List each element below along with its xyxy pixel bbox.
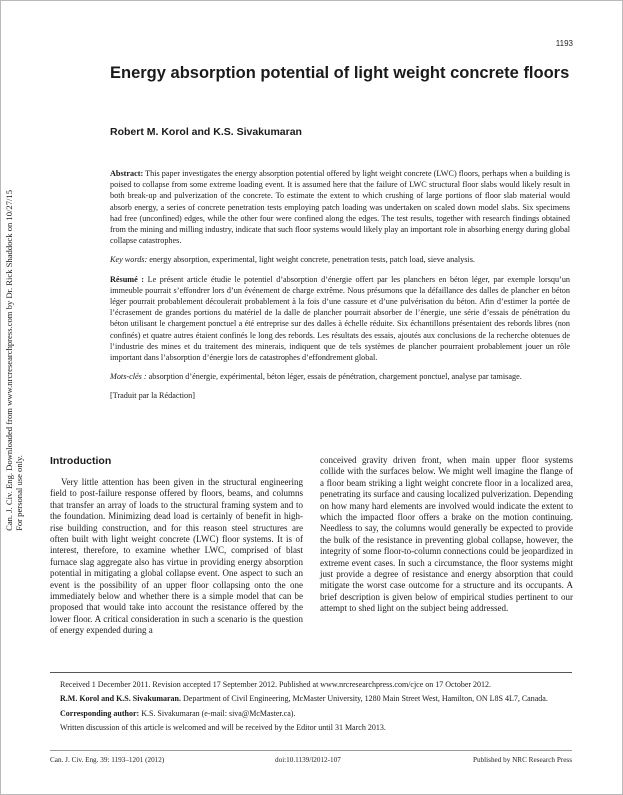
translation-note: [Traduit par la Rédaction] [110, 391, 195, 401]
motscles-text: absorption d’énergie, expérimental, béton léger, essais de pénétration, chargement ponctuel, analyse par tamisage. [148, 372, 522, 382]
journal-citation: Can. J. Civ. Eng. 39: 1193–1201 (2012) [50, 756, 165, 764]
received-note: Received 1 December 2011. Revision accepted 17 September 2012. Published at www.nrcresearchpress.com/cjce on 17 October 2012. [60, 680, 492, 689]
corresponding-author-label: Corresponding author: [60, 708, 140, 718]
article-authors: Robert M. Korol and K.S. Sivakumaran [110, 126, 302, 138]
motscles-paragraph [110, 371, 570, 382]
intro-left-column: Very little attention has been given in the structural engineering field to post-failure response offered by floors, beams, and columns that transfer an array of loads to the structural framing system and to the foundation. Minimizing dead load is certainly of benefit in high-rise building construction, and for this reason steel structures are often built with light weight concrete (LWC) floor systems. It is of interest, therefore, to examine whether LWC, comprised of blast furnace slag aggregate also has virtue in providing energy absorption potential in mitigating a global collapse event. One aspect to such an event is the possibility of an upper floor collapsing onto the one immediately below and whether there is a simple model that can be proposed that would take into account the resistance offered by the lower floor. A critical consideration in such a scenario is the question of energy expended during a [50, 477, 303, 636]
article-title: Energy absorption potential of light weight concrete floors [110, 64, 570, 82]
abstract-label: Abstract: [110, 169, 144, 178]
introduction-heading: Introduction [50, 455, 112, 467]
resume-paragraph [110, 274, 570, 364]
keywords-label: Key words: [110, 255, 148, 265]
abstract-text: This paper investigates the energy absorption potential offered by light weight concrete (LWC) floors, perhaps when a building is poised to collapse from some extreme loading event. It is assumed here that the failure of LWC structural floor slabs would likely result in both break-up and pulverization of the concrete. To estimate the extent to which crushing of large portions of floor slab material would absorb energy, a series of concrete penetration tests employing patch loading was undertaken on scaled down model slabs. Six specimens had free (unconfined) edges, while the other four were confined along the edges. The test results, together with research findings obtained from the mining and milling industry, indicate that such floor systems would likely play an important role in absorbing energy during global collapse catastrophes. [110, 169, 570, 246]
intro-right-column: conceived gravity driven front, when main upper floor systems collide with the surfaces below. We might well imagine the flange of a floor beam striking a light weight concrete floor in a localized area, penetrating its surface and causing localized pulverization. Depending on how many hard elements are involved would indicate the extent to which the impacted floor offers a brake on the motion continuing. Needless to say, the columns would generally be expected to provide the bulk of the resistance in preventing global collapse, however, the integrity of some floor-to-column connections could be jeopardized in extreme event cases. In such a circumstance, the floor systems might just provide a degree of resistance and energy absorption that could mitigate the worst case outcome for a structure and its occupants. A brief description is given below of empirical studies pertinent to our attempt to shed light on the subject being addressed. [320, 455, 573, 614]
footer-divider [50, 750, 572, 751]
corresponding-author-text: K.S. Sivakumaran (e-mail: siva@McMaster.ca). [141, 708, 296, 718]
corresponding-author-note [60, 709, 570, 719]
keywords-paragraph [110, 254, 570, 265]
resume-label: Résumé : [110, 274, 145, 284]
affiliation-names: R.M. Korol and K.S. Sivakumaran. [60, 694, 181, 704]
personal-use-note: For personal use only. [14, 455, 24, 531]
discussion-note: Written discussion of this article is welcomed and will be received by the Editor until 31 March 2013. [60, 723, 386, 733]
affiliation-text: Department of Civil Engineering, McMaster University, 1280 Main Street West, Hamilton, ON L8S 4L7, Canada. [182, 694, 548, 704]
download-watermark [4, 190, 24, 531]
affiliation-note [60, 694, 570, 704]
page-number: 1193 [555, 39, 573, 48]
doi-text: doi:10.1139/l2012-107 [275, 756, 341, 764]
footnote-divider [50, 672, 572, 673]
abstract-block [110, 168, 570, 410]
abstract-paragraph [110, 168, 570, 246]
publisher-text: Published by NRC Research Press [472, 756, 572, 764]
keywords-text: energy absorption, experimental, light weight concrete, penetration tests, patch load, sieve analysis. [149, 255, 475, 265]
download-note-line: Can. J. Civ. Eng. Downloaded from www.nrcresearchpress.com by Dr. Rick Shaddock on 10/27/15 [4, 190, 14, 531]
resume-text: Le présent article étudie le potentiel d’absorption d’énergie offert par les planchers en béton léger, par exemple lorsqu’un immeuble pourrait s’effondrer lors d’un événement de charge extrême. Nous présumons que la défaillance des dalles de plancher en béton léger pourrait probablement découlerait probablement à la fois d’une cassure et d’une pulvérisation du béton. Afin d’estimer la portée de l’écrasement de grandes portions du matériel de la dalle de plancher pourrait absorber de l’énergie, une série d’essais de pénétration du béton utilisant le chargement ponctuel a été entreprise sur des dalles à échelle réduite. Six échantillons présentaient des rebords libres (non confinés) et quatre autres étaient confinés le long des rebords. Les résultats des essais, ajoutés aux conclusions de la recherche obtenues de l’industrie des mines et du traitement des minerais, indiquent que de tels systèmes de plancher pourraient probablement jouer un rôle important dans l’absorption d’énergie lors de catastrophes d’effondrement global. [110, 274, 571, 363]
footnotes [60, 680, 570, 738]
motscles-label: Mots-clés : [110, 372, 147, 382]
